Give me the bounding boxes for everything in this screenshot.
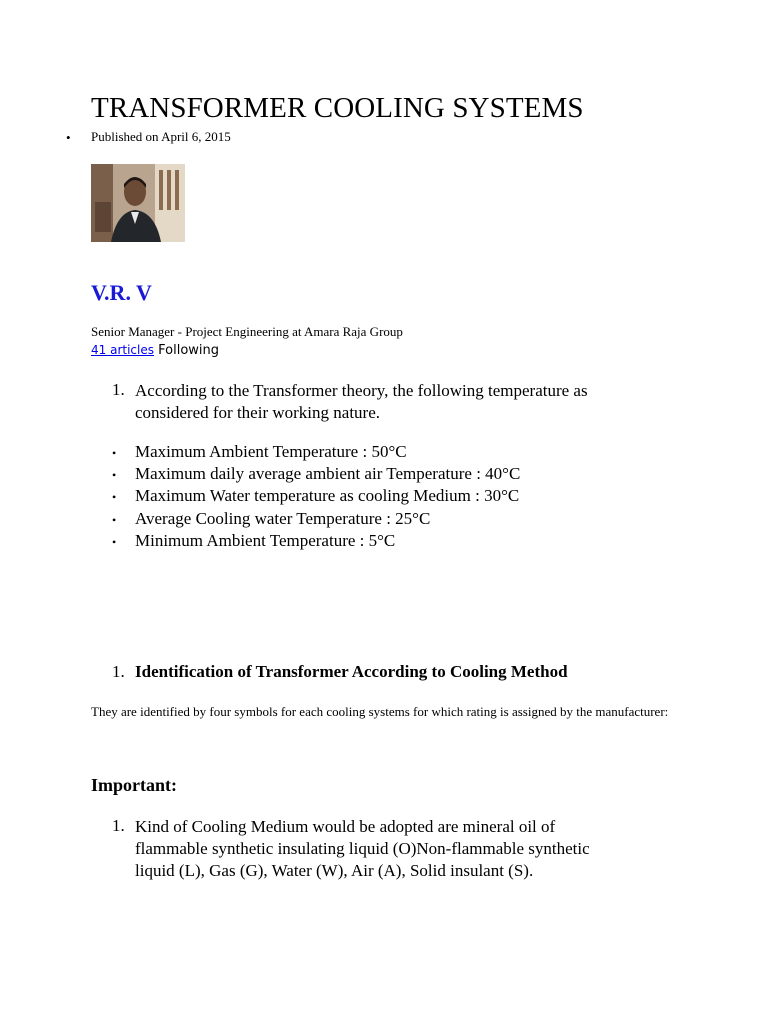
important-number: 1. [112,816,125,835]
article-title: TRANSFORMER COOLING SYSTEMS [91,92,584,124]
list-item: • Maximum Water temperature as cooling Medium : 30°C [112,486,520,505]
section1-text-line2: considered for their working nature. [135,403,380,422]
bullet-dot: • [112,490,117,504]
section2-number: 1. [112,662,125,681]
articles-count-link[interactable]: 41 articles [91,343,154,357]
bullet-dot: • [112,513,117,527]
important-text-line1: Kind of Cooling Medium would be adopted are mineral oil of [135,817,556,836]
author-photo-image [91,164,185,242]
author-role: Senior Manager - Project Engineering at Amara Raja Group [91,324,403,339]
section1-text [135,380,588,424]
important-text [135,816,590,882]
section1-text-line1: According to the Transformer theory, the following temperature as [135,381,588,400]
section2-heading: Identification of Transformer According to Cooling Method [135,662,568,681]
bullet-dot: • [112,468,117,482]
list-item: • Maximum Ambient Temperature : 50°C [112,442,407,461]
list-item: • Maximum daily average ambient air Temperature : 40°C [112,464,521,483]
author-name[interactable]: V.R. V [91,280,152,305]
published-date: Published on April 6, 2015 [91,129,231,144]
list-item: • Minimum Ambient Temperature : 5°C [112,531,396,550]
published-bullet: • [66,130,71,145]
section1-number: 1. [112,380,125,399]
important-text-line3: liquid (L), Gas (G), Water (W), Air (A), Solid insulant (S). [135,861,534,880]
important-text-line2: flammable synthetic insulating liquid (O)Non-flammable synthetic [135,839,590,858]
section2-description: They are identified by four symbols for each cooling systems for which rating is assigned by the manufacturer: [91,704,669,719]
following-status[interactable]: Following [158,343,220,358]
author-stats [91,343,219,358]
author-photo[interactable] [91,164,185,242]
bullet-dot: • [112,535,117,549]
important-heading: Important: [91,775,177,795]
bullet-dot: • [112,446,117,460]
list-item: • Average Cooling water Temperature : 25°C [112,509,431,528]
